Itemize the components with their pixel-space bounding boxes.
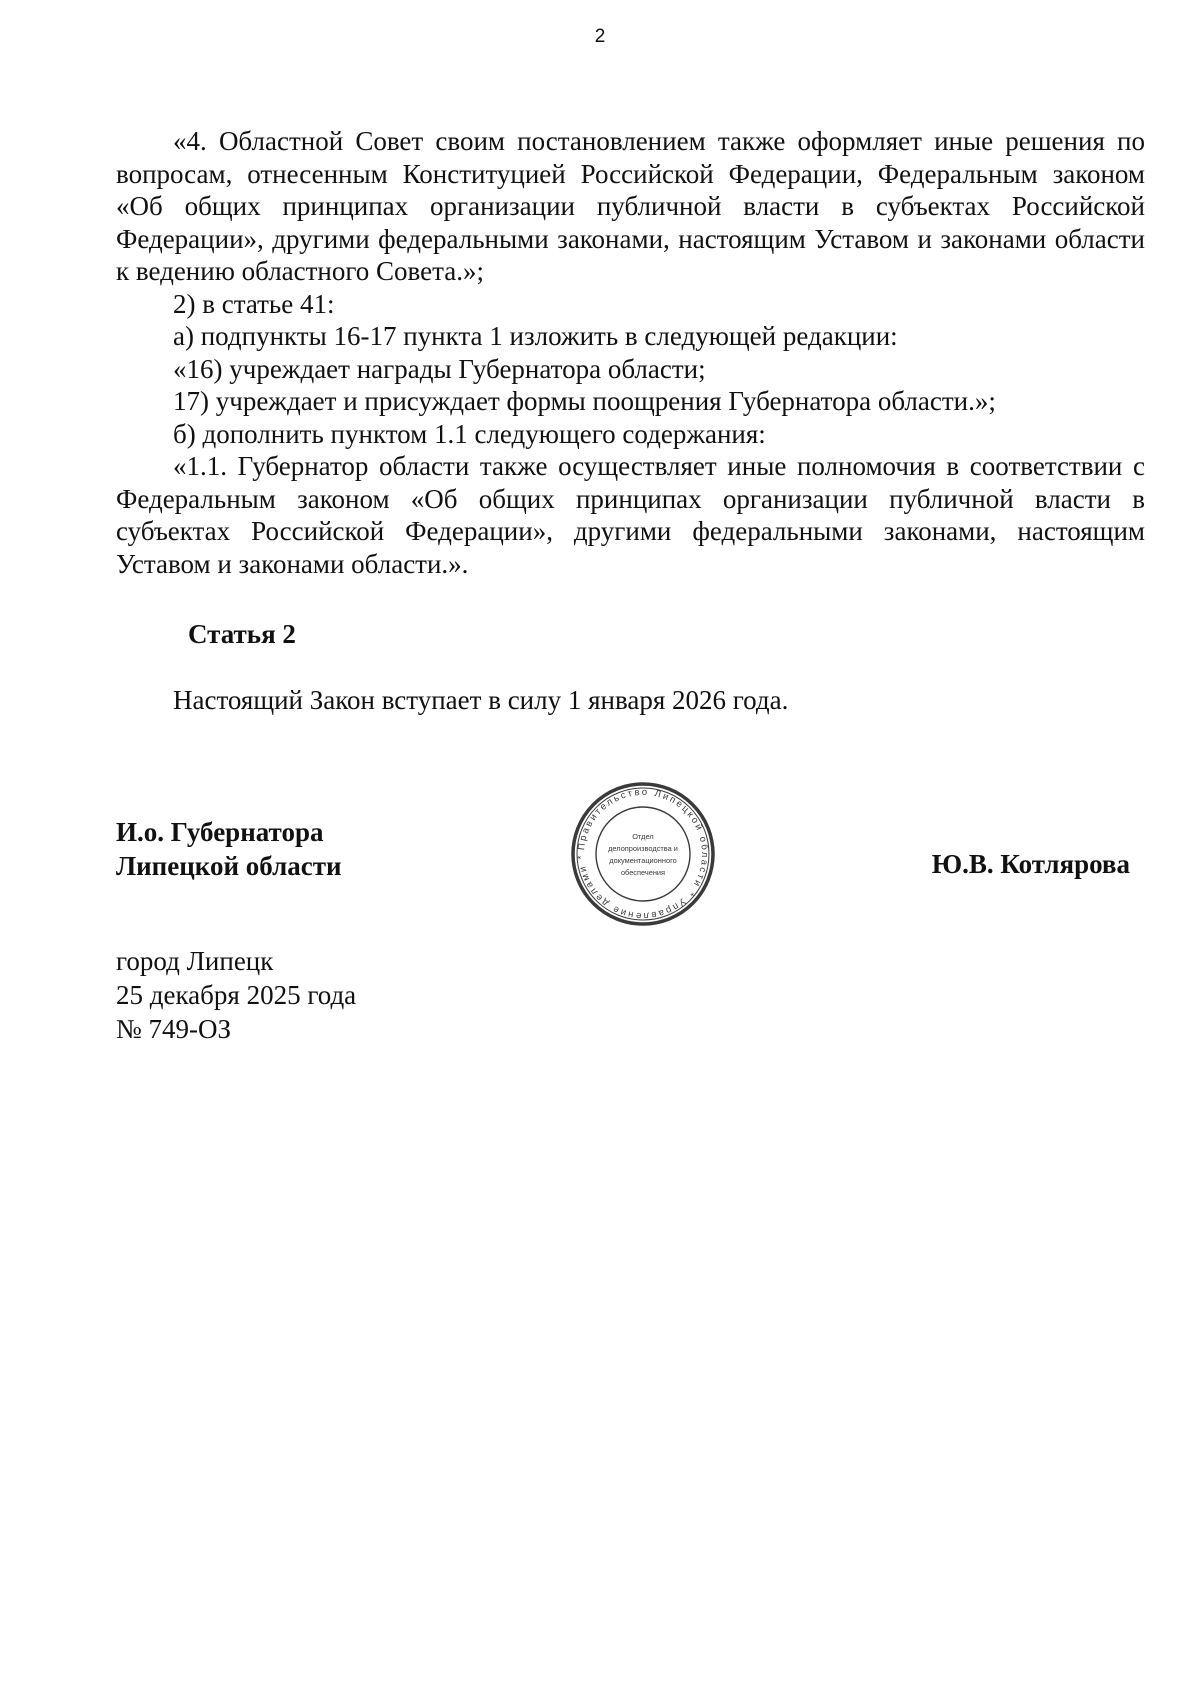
paragraph-item-1-1: «1.1. Губернатор области также осуществляет иные полномочия в соответствии с Федеральным законом «Об общих принципах организации публичной власти в субъектах Российской Федерации», другими федеральными законами, настоящим Уставом и законами области.». <box>116 451 1145 579</box>
seal-center-line2: делопроизводства и <box>608 844 678 853</box>
date-line: 25 декабря 2025 года <box>116 980 357 1010</box>
paragraph-clause-4: «4. Областной Совет своим постановлением также оформляет иные решения по вопросам, отнесенным Конституцией Российской Федерации, Федеральным законом «Об общих принципах организации публичной власти в субъектах Российской Федерации», другими федеральными законами, настоящим Уставом и законами области к ведению областного Совета.»; <box>116 126 1145 286</box>
page-number: 2 <box>594 26 606 47</box>
seal-center-line3: документационного <box>609 856 677 865</box>
signatory-title <box>116 815 342 883</box>
signer-name: Ю.В. Котлярова <box>931 849 1130 879</box>
paragraph-subitem-b: б) дополнить пунктом 1.1 следующего содержания: <box>173 418 766 449</box>
official-seal <box>568 779 718 929</box>
document-footer <box>116 944 356 1046</box>
effective-date-text: Настоящий Закон вступает в силу 1 января 2026 года. <box>173 685 789 715</box>
document-body <box>116 125 1145 580</box>
paragraph-item-17: 17) учреждает и присуждает формы поощрения Губернатора области.»; <box>173 386 996 416</box>
signatory-title-line1: И.о. Губернатора <box>116 817 324 847</box>
article-heading: Статья 2 <box>188 619 296 649</box>
seal-outer-text: Правительство Липецкой области * Управление делами * <box>575 786 711 922</box>
paragraph-item-16: «16) учреждает награды Губернатора области; <box>173 353 706 384</box>
law-number: № 749-ОЗ <box>116 1014 232 1044</box>
seal-center-line4: обеспечения <box>620 868 666 877</box>
city-line: город Липецк <box>116 946 274 976</box>
paragraph-subitem-a: а) подпункты 16-17 пункта 1 изложить в следующей редакции: <box>173 321 898 351</box>
signatory-title-line2: Липецкой области <box>116 851 342 881</box>
seal-center-line1: Отдел <box>632 832 654 841</box>
paragraph-article-41: 2) в статье 41: <box>173 288 335 319</box>
